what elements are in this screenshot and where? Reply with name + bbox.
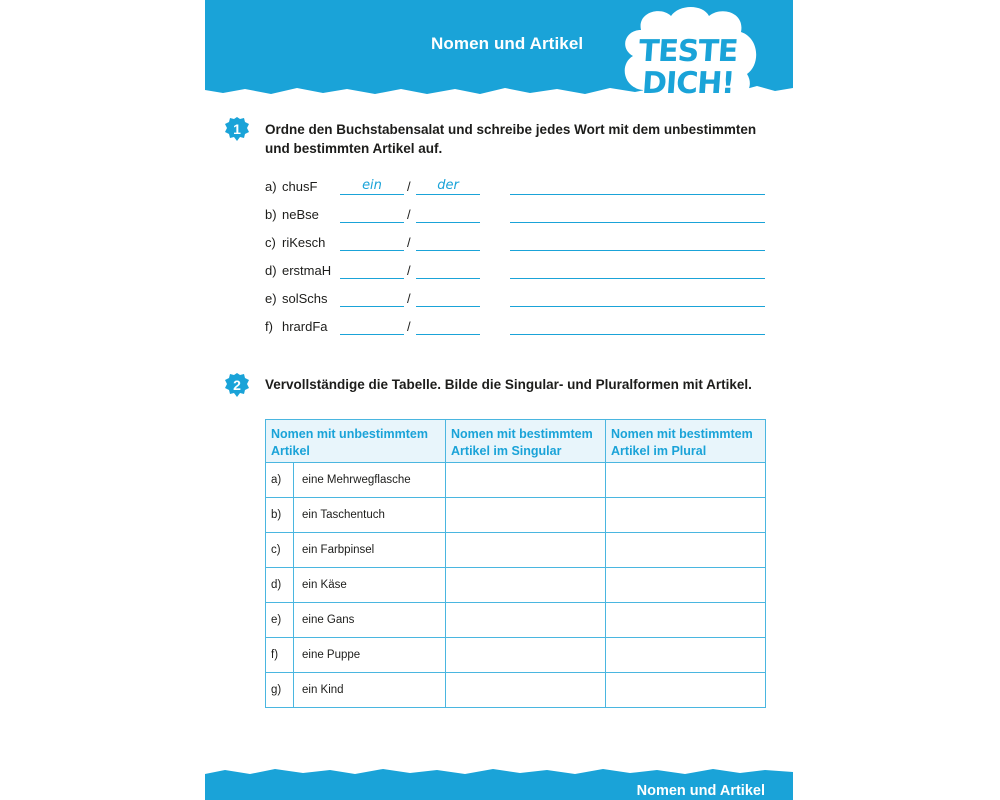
scrambled-word: erstmaH [282,263,332,278]
table-row [266,638,766,673]
scrambled-word: hrardFa [282,319,328,334]
slash-separator: / [407,263,411,278]
exercise-row [265,291,775,311]
noun-article-table [265,419,766,708]
task-number: 2 [233,377,241,393]
badge-line-1: TESTE [637,34,739,69]
table-header-row [266,420,766,463]
footer-title: Nomen und Artikel [636,783,765,799]
table-row [266,568,766,603]
indefinite-article-blank[interactable] [340,194,404,195]
plural-answer-cell[interactable] [606,673,766,708]
plural-answer-cell[interactable] [606,463,766,498]
definite-article-blank[interactable] [416,194,480,195]
row-letter: f) [266,638,294,673]
task-number-badge [224,116,250,142]
word-answer-line[interactable] [510,334,765,335]
footer-band [205,768,793,800]
table-row [266,498,766,533]
indefinite-article-blank[interactable] [340,334,404,335]
exercise-letter: d) [265,263,277,278]
word-answer-line[interactable] [510,278,765,279]
definite-article-blank[interactable] [416,250,480,251]
row-letter: d) [266,568,294,603]
task1-instruction-line1: Ordne den Buchstabensalat und schreibe jedes Wort mit dem unbestimmten [265,122,757,137]
row-letter: g) [266,673,294,708]
table-row [266,603,766,638]
row-letter: a) [266,463,294,498]
task1-instruction [265,120,756,158]
slash-separator: / [407,291,411,306]
singular-answer-cell[interactable] [446,498,606,533]
badge-line-2: DICH! [640,66,736,101]
singular-answer-cell[interactable] [446,603,606,638]
header-band [205,0,793,100]
table-row [266,463,766,498]
slash-separator: / [407,179,411,194]
indefinite-noun-cell: ein Farbpinsel [294,533,446,568]
row-letter: b) [266,498,294,533]
exercise-row [265,319,775,339]
definite-article-blank[interactable] [416,334,480,335]
task2-instruction: Vervollständige die Tabelle. Bilde die Singular- und Pluralformen mit Artikel. [265,377,752,392]
definite-article-blank[interactable] [416,306,480,307]
column-header-plural: Nomen mit bestimmtem Artikel im Plural [606,420,766,463]
definite-article-answer: der [437,178,459,193]
table-row [266,533,766,568]
singular-answer-cell[interactable] [446,463,606,498]
plural-answer-cell[interactable] [606,498,766,533]
indefinite-noun-cell: ein Käse [294,568,446,603]
task-number: 1 [233,121,241,137]
scrambled-word: neBse [282,207,319,222]
exercise-letter: f) [265,319,273,334]
indefinite-noun-cell: eine Puppe [294,638,446,673]
indefinite-article-blank[interactable] [340,222,404,223]
word-answer-line[interactable] [510,250,765,251]
exercise-row [265,235,775,255]
exercise-letter: c) [265,235,276,250]
table-row [266,673,766,708]
definite-article-blank[interactable] [416,278,480,279]
singular-answer-cell[interactable] [446,533,606,568]
exercise-letter: b) [265,207,277,222]
indefinite-noun-cell: ein Kind [294,673,446,708]
row-letter: e) [266,603,294,638]
definite-article-blank[interactable] [416,222,480,223]
exercise-letter: e) [265,291,277,306]
column-header-singular: Nomen mit bestimmtem Artikel im Singular [446,420,606,463]
scrambled-word: chusF [282,179,318,194]
slash-separator: / [407,207,411,222]
indefinite-noun-cell: eine Mehrwegflasche [294,463,446,498]
exercise-letter: a) [265,179,277,194]
word-answer-line[interactable] [510,194,765,195]
word-answer-line[interactable] [510,306,765,307]
task1-instruction-line2: und bestimmten Artikel auf. [265,141,443,156]
singular-answer-cell[interactable] [446,673,606,708]
slash-separator: / [407,235,411,250]
word-answer-line[interactable] [510,222,765,223]
teste-dich-badge [613,4,763,110]
plural-answer-cell[interactable] [606,568,766,603]
column-header-indefinite: Nomen mit unbestimmtem Artikel [266,420,446,463]
exercise-row [265,263,775,283]
slash-separator: / [407,319,411,334]
singular-answer-cell[interactable] [446,568,606,603]
indefinite-article-blank[interactable] [340,250,404,251]
row-letter: c) [266,533,294,568]
scrambled-word: riKesch [282,235,326,250]
indefinite-article-blank[interactable] [340,278,404,279]
task-number-badge [224,372,250,398]
indefinite-article-answer: ein [362,178,382,193]
indefinite-noun-cell: eine Gans [294,603,446,638]
plural-answer-cell[interactable] [606,638,766,673]
indefinite-noun-cell: ein Taschentuch [294,498,446,533]
header-title: Nomen und Artikel [431,34,584,53]
singular-answer-cell[interactable] [446,638,606,673]
worksheet-page [205,0,793,800]
scrambled-word: solSchs [282,291,328,306]
indefinite-article-blank[interactable] [340,306,404,307]
plural-answer-cell[interactable] [606,603,766,638]
plural-answer-cell[interactable] [606,533,766,568]
exercise-row [265,179,775,199]
exercise-row [265,207,775,227]
